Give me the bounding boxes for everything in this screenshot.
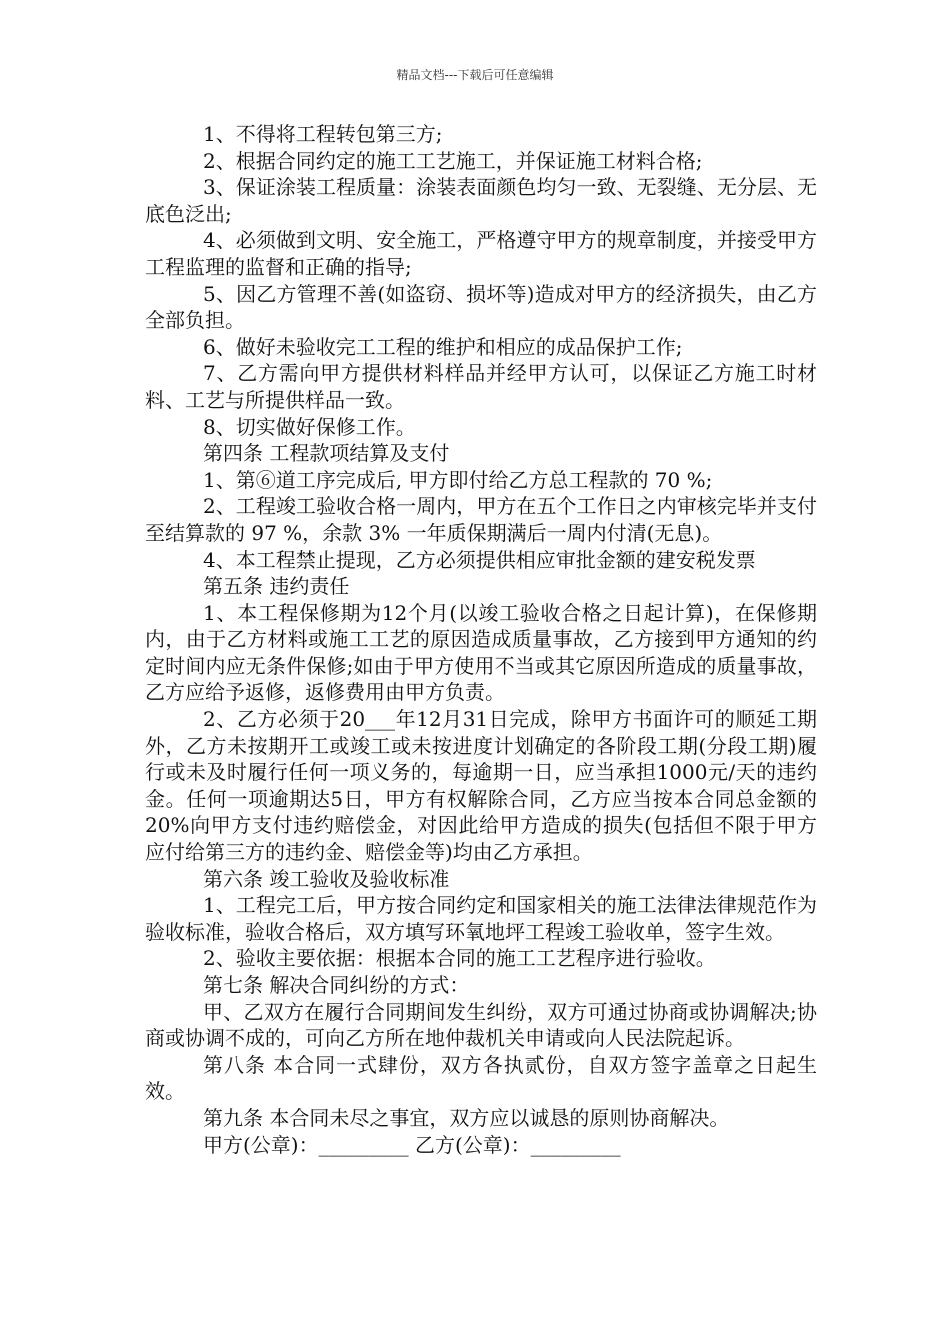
- clause-paragraph: 2、验收主要依据：根据本合同的施工工艺程序进行验收。: [203, 946, 716, 971]
- signature-line: 甲方(公章)：_________ 乙方(公章)：_________: [203, 1132, 621, 1157]
- clause-paragraph: 1、工程完工后，甲方按合同约定和国家相关的施工法律法律规范作为验收标准，验收合格后，双方填写环氧地坪工程竣工验收单，签字生效。: [145, 893, 817, 944]
- article-heading: 第四条 工程款项结算及支付: [203, 441, 450, 466]
- clause-paragraph: 1、第⑥道工序完成后, 甲方即付给乙方总工程款的 70 %;: [203, 467, 713, 492]
- clause-paragraph: 第八条 本合同一式肆份，双方各执贰份，自双方签字盖章之日起生效。: [145, 1052, 817, 1104]
- clause-paragraph: 1、不得将工程转包第三方;: [203, 122, 443, 146]
- clause-paragraph: 3、保证涂装工程质量：涂装表面颜色均匀一致、无裂缝、无分层、无底色泛出;: [145, 175, 817, 226]
- clause-paragraph: 2、工程竣工验收合格一周内，甲方在五个工作日之内审核完毕并支付至结算款的 97 %，余款 3% 一年质保期满后一周内付清(无息)。: [145, 494, 817, 545]
- clause-paragraph: 甲、乙双方在履行合同期间发生纠纷，双方可通过协商或协调解决;协商或协调不成的，可向乙方所在地仲裁机关申请或向人民法院起诉。: [145, 999, 817, 1051]
- clause-paragraph: 8、切实做好保修工作。: [203, 414, 416, 439]
- clause-paragraph: 第九条 本合同未尽之事宜，双方应以诚恳的原则协商解决。: [203, 1105, 730, 1130]
- clause-paragraph: 6、做好未验收完工工程的维护和相应的成品保护工作;: [203, 334, 683, 359]
- clause-paragraph: 2、根据合同约定的施工工艺施工，并保证施工材料合格;: [203, 148, 703, 173]
- article-heading: 第六条 竣工验收及验收标准: [203, 866, 450, 891]
- clause-paragraph: 7、乙方需向甲方提供材料样品并经甲方认可，以保证乙方施工时材料、工艺与所提供样品一致。: [145, 361, 817, 412]
- page-header: 精品文档---下载后可任意编辑: [396, 68, 554, 82]
- clause-paragraph: 5、因乙方管理不善(如盗窃、损坏等)造成对甲方的经济损失，由乙方全部负担。: [145, 281, 817, 333]
- document-body: [145, 121, 817, 1158]
- clause-paragraph: 4、必须做到文明、安全施工，严格遵守甲方的规章制度，并接受甲方工程监理的监督和正确的指导;: [145, 228, 817, 279]
- article-heading: 第五条 违约责任: [203, 574, 350, 599]
- clause-paragraph: 2、乙方必须于20___年12月31日完成，除甲方书面许可的顺延工期外，乙方未按期开工或竣工或未按进度计划确定的各阶段工期(分段工期)履行或未及时履行任何一项义务的，每逾期一日，应当承担1000元/天的违约金。任何一项逾期达5日，甲方有权解除合同，乙方应当按本合同总金额的20%向甲方支付违约赔偿金，对因此给甲方造成的损失(包括但不限于甲方应付给第三方的违约金、赔偿金等)均由乙方承担。: [145, 707, 817, 865]
- article-heading: 第七条 解决合同纠纷的方式：: [203, 973, 470, 997]
- clause-paragraph: 1、本工程保修期为12个月(以竣工验收合格之日起计算)，在保修期内，由于乙方材料或施工工艺的原因造成质量事故，乙方接到甲方通知的约定时间内应无条件保修;如由于甲方使用不当或其它原因所造成的质量事故，乙方应给予返修，返修费用由甲方负责。: [145, 600, 817, 705]
- clause-paragraph: 4、本工程禁止提现，乙方必须提供相应审批金额的建安税发票: [203, 547, 756, 572]
